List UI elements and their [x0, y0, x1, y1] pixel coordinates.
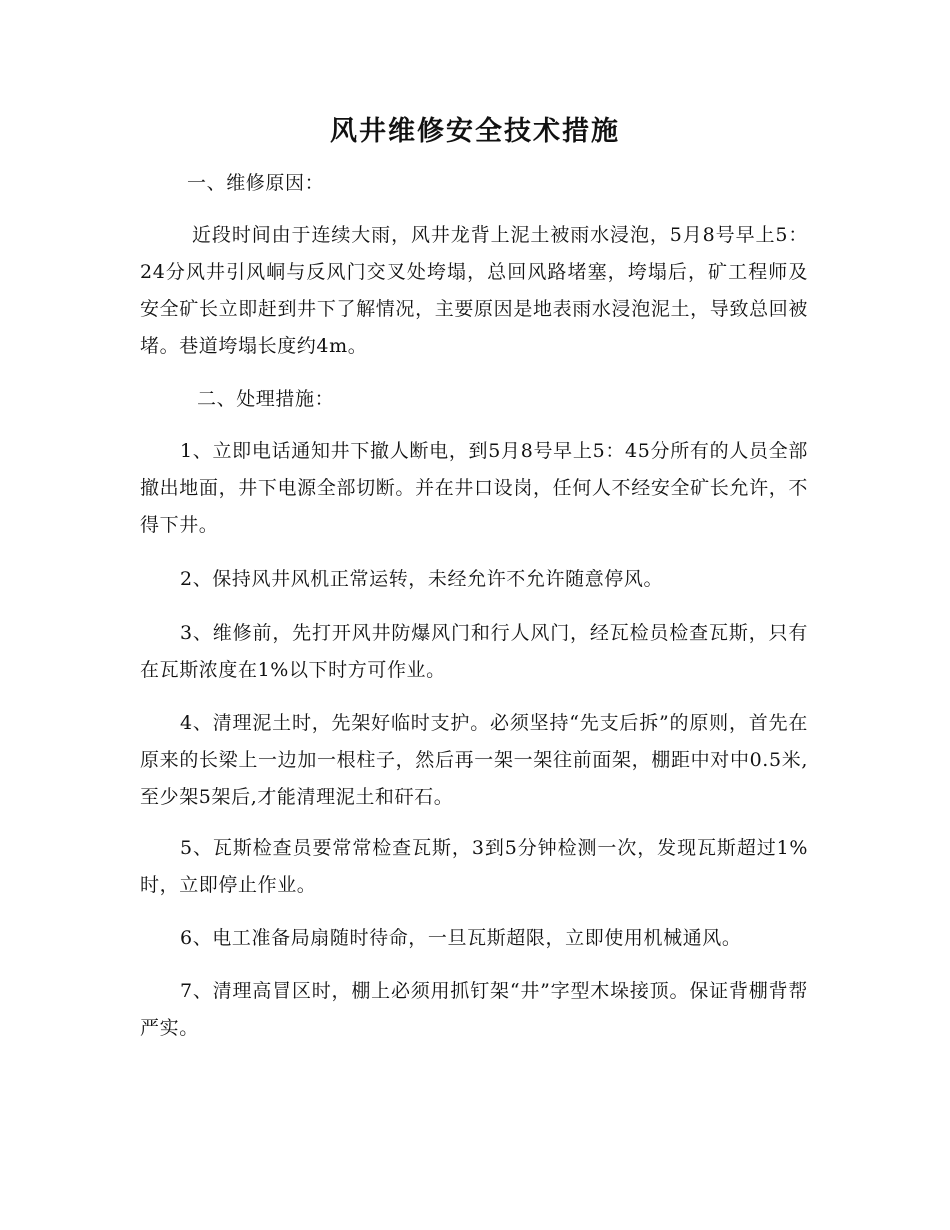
measure-item-5: 5、瓦斯检查员要常常检查瓦斯，3到5分钟检测一次，发现瓦斯超过1%时，立即停止作业。	[140, 837, 808, 896]
section-heading-measures: 二、处理措施：	[197, 388, 335, 410]
measure-item-3: 3、维修前，先打开风井防爆风门和行人风门，经瓦检员检查瓦斯，只有在瓦斯浓度在1%以下时方可作业。	[140, 622, 808, 681]
measure-item-1: 1、立即电话通知井下撤人断电，到5月8号早上5：45分所有的人员全部撤出地面，井下电源全部切断。并在井口设岗，任何人不经安全矿长允许，不得下井。	[140, 440, 808, 536]
section-heading-reasons: 一、维修原因：	[187, 172, 325, 194]
measure-item-6: 6、电工准备局扇随时待命，一旦瓦斯超限，立即使用机械通风。	[180, 927, 742, 949]
document-title: 风井维修安全技术措施	[330, 116, 620, 147]
measure-item-7: 7、清理高冒区时，棚上必须用抓钉架“井”字型木垛接顶。保证背棚背帮严实。	[140, 980, 808, 1039]
reasons-paragraph: 近段时间由于连续大雨，风井龙背上泥土被雨水浸泡，5月8号早上5：24分风井引风峒与反风门交叉处垮塌，总回风路堵塞，垮塌后，矿工程师及安全矿长立即赶到井下了解情况，主要原因是地表雨水浸泡泥土，导致总回被堵。巷道垮塌长度约4m。	[140, 224, 808, 357]
measure-item-4: 4、清理泥土时，先架好临时支护。必须坚持“先支后拆”的原则，首先在原来的长梁上一边加一根柱子，然后再一架一架往前面架，棚距中对中0.5米,至少架5架后,才能清理泥土和矸石。	[140, 712, 808, 808]
measure-item-2: 2、保持风井风机正常运转，未经允许不允许随意停风。	[180, 568, 664, 590]
